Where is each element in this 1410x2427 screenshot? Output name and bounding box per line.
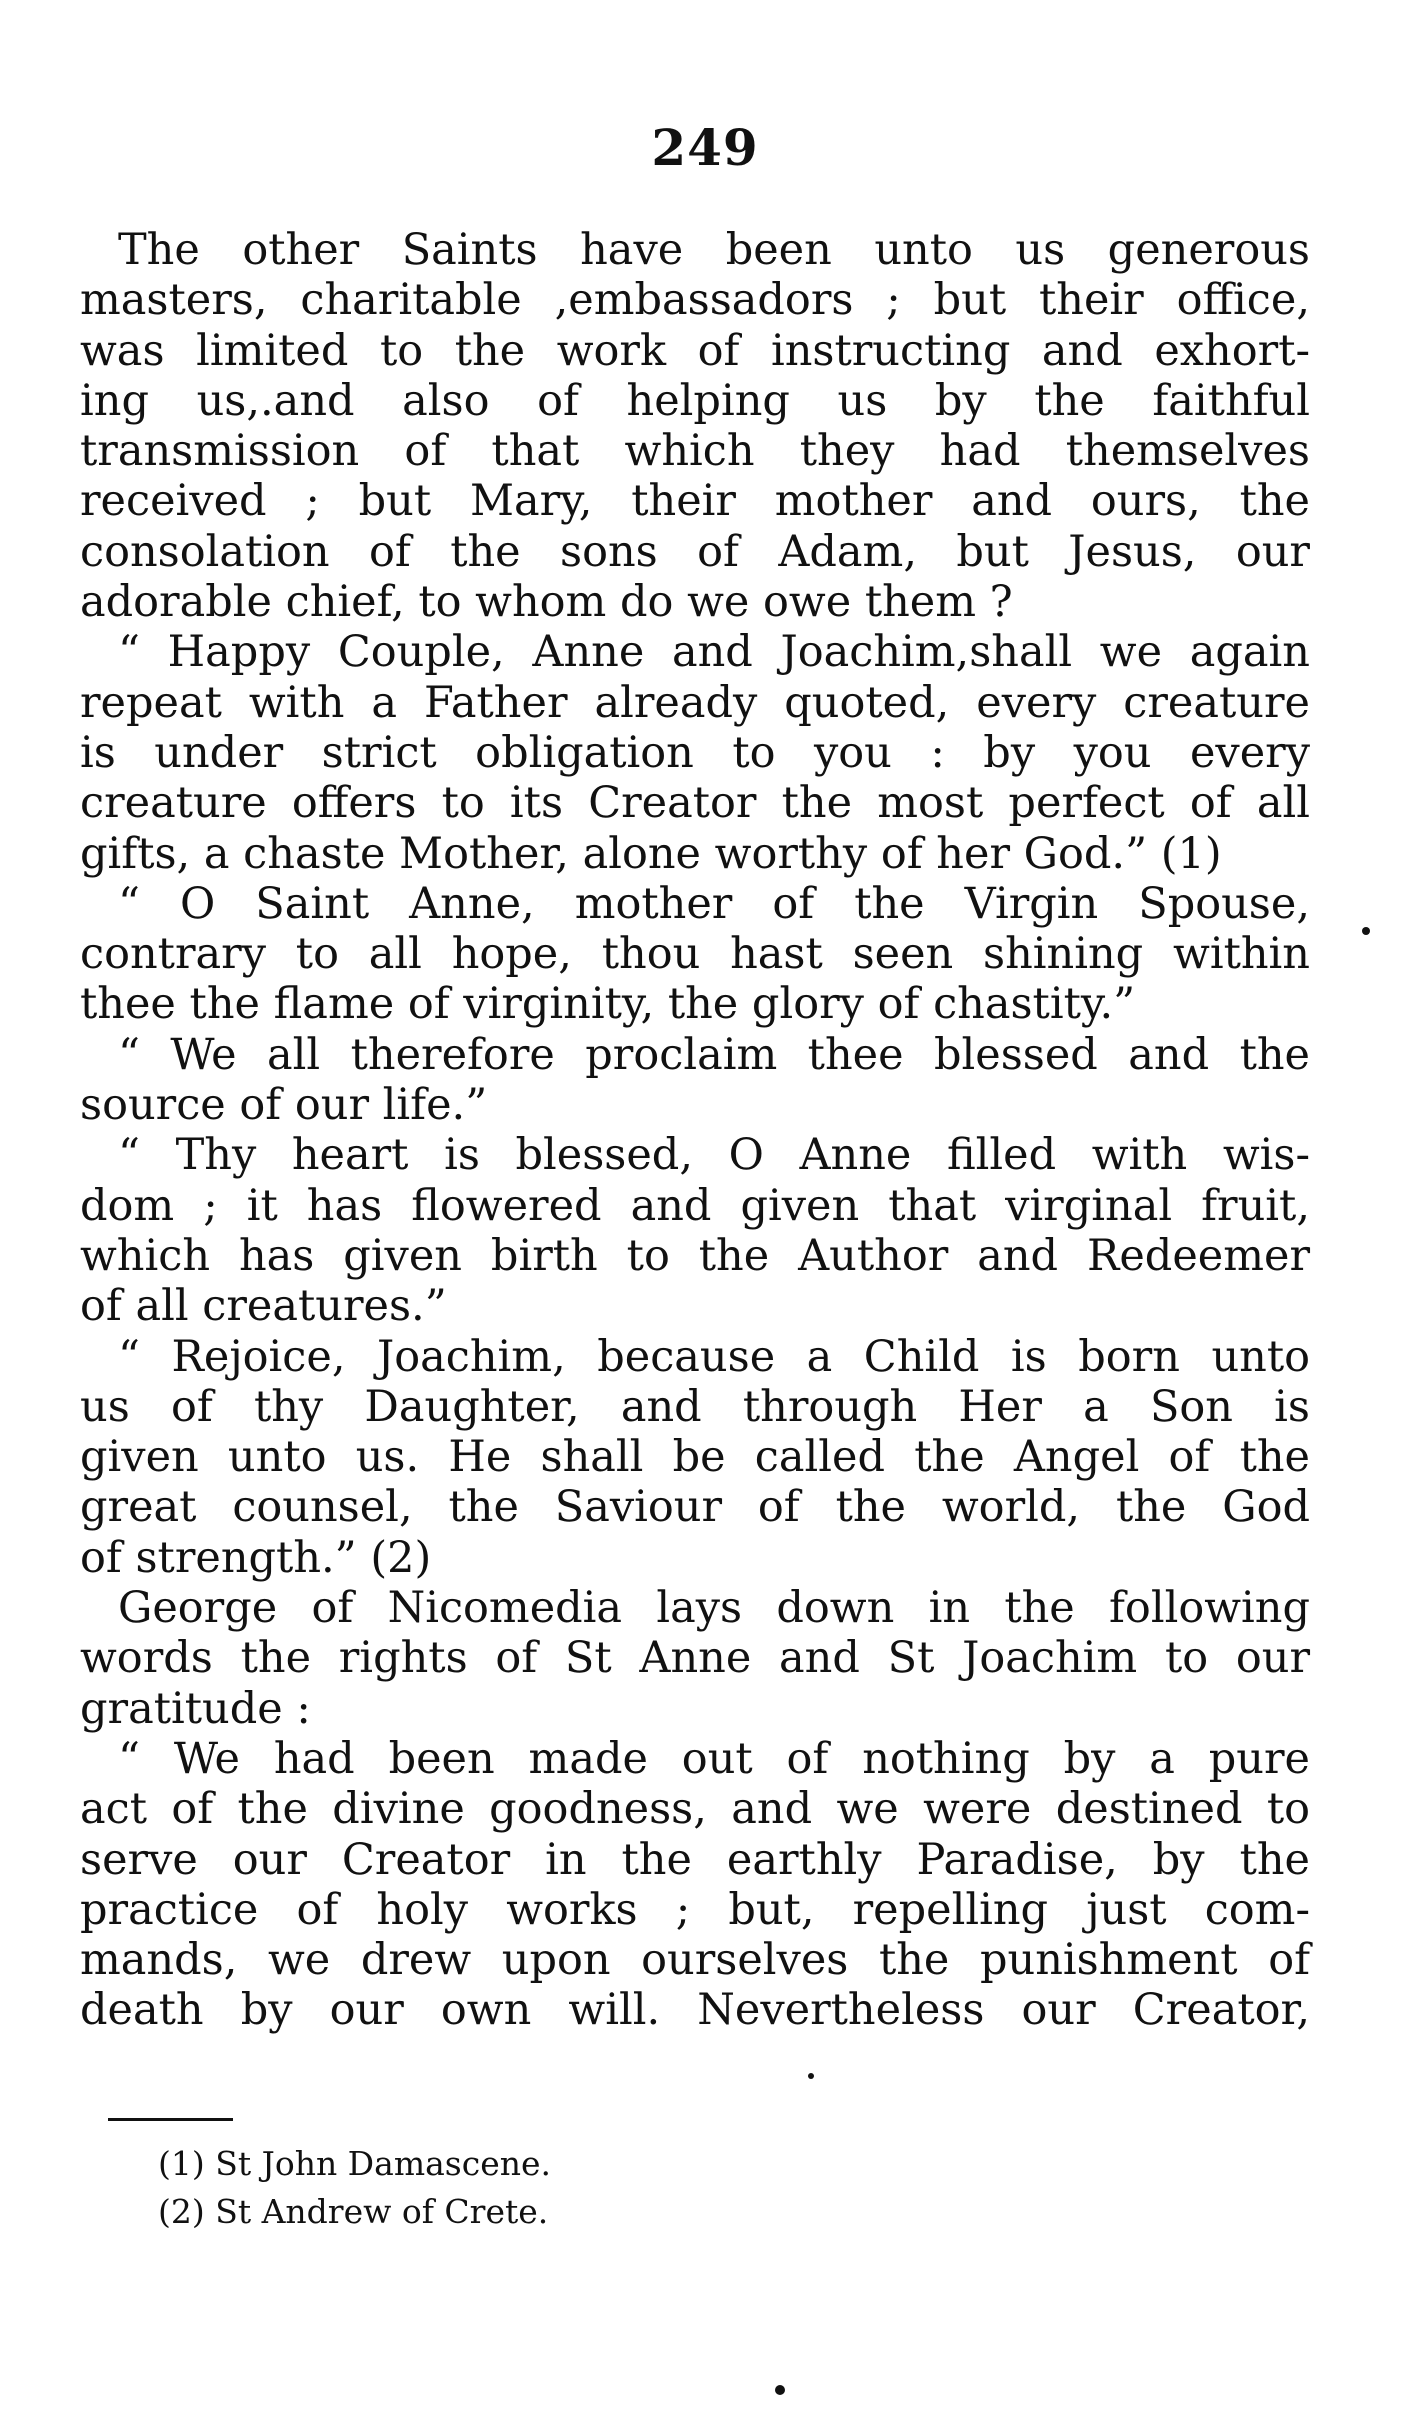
text-line: “ Rejoice, Joachim, because a Child is born unto (118, 1331, 1310, 1382)
text-line: great counsel, the Saviour of the world, the God (80, 1482, 1310, 1533)
text-line: mands, we drew upon ourselves the punishment of (80, 1935, 1310, 1986)
text-line: creature offers to its Creator the most perfect of all (80, 778, 1310, 829)
text-line: “ We had been made out of nothing by a pure (118, 1733, 1310, 1784)
text-line: consolation of the sons of Adam, but Jesus, our (80, 526, 1310, 577)
text-line: repeat with a Father already quoted, every creature (80, 677, 1310, 728)
text-line: was limited to the work of instructing and exhort- (80, 325, 1310, 376)
text-line: “ Thy heart is blessed, O Anne filled with wis- (118, 1130, 1310, 1181)
text-line: practice of holy works ; but, repelling just com- (80, 1884, 1310, 1935)
text-line: “ We all therefore proclaim thee blessed and the (118, 1029, 1310, 1080)
text-line: George of Nicomedia lays down in the following (118, 1583, 1310, 1634)
text-line: of strength.” (2) (80, 1532, 432, 1583)
text-line: thee the flame of virginity, the glory of chastity.” (80, 979, 1136, 1030)
print-speck (1362, 927, 1370, 935)
text-line: received ; but Mary, their mother and ours, the (80, 476, 1310, 527)
text-line: dom ; it has flowered and given that virginal fruit, (80, 1180, 1310, 1231)
text-line: words the rights of St Anne and St Joachim to our (80, 1633, 1310, 1684)
text-line: given unto us. He shall be called the Angel of the (80, 1432, 1310, 1483)
text-line: act of the divine goodness, and we were destined to (80, 1784, 1310, 1835)
text-line: contrary to all hope, thou hast seen shining within (80, 929, 1310, 980)
text-line: source of our life.” (80, 1080, 488, 1131)
text-line: of all creatures.” (80, 1281, 447, 1332)
footnote-rule (108, 2118, 233, 2121)
body-text (80, 225, 1310, 2036)
page-number: 249 (651, 118, 759, 177)
print-speck (808, 2073, 814, 2079)
text-line: ing us,.and also of helping us by the faithful (80, 375, 1310, 426)
text-line: “ O Saint Anne, mother of the Virgin Spouse, (118, 878, 1310, 929)
text-line: “ Happy Couple, Anne and Joachim,shall we again (118, 627, 1310, 678)
text-line: serve our Creator in the earthly Paradise, by the (80, 1834, 1310, 1885)
text-line: gratitude : (80, 1683, 311, 1734)
footnote-2: (2) St Andrew of Crete. (158, 2192, 549, 2231)
text-line: is under strict obligation to you : by you every (80, 727, 1310, 778)
print-speck (775, 2385, 785, 2395)
text-line: death by our own will. Nevertheless our Creator, (80, 1985, 1310, 2036)
text-line: The other Saints have been unto us generous (118, 225, 1310, 275)
text-line: which has given birth to the Author and Redeemer (80, 1230, 1310, 1281)
text-line: adorable chief, to whom do we owe them ? (80, 577, 1013, 628)
text-line: transmission of that which they had themselves (80, 426, 1310, 477)
footnotes (158, 2140, 551, 2236)
text-line: gifts, a chaste Mother, alone worthy of her God.” (1) (80, 828, 1222, 879)
footnote-1: (1) St John Damascene. (158, 2144, 552, 2183)
text-line: masters, charitable ,embassadors ; but their office, (80, 275, 1310, 326)
text-line: us of thy Daughter, and through Her a Son is (80, 1381, 1310, 1432)
